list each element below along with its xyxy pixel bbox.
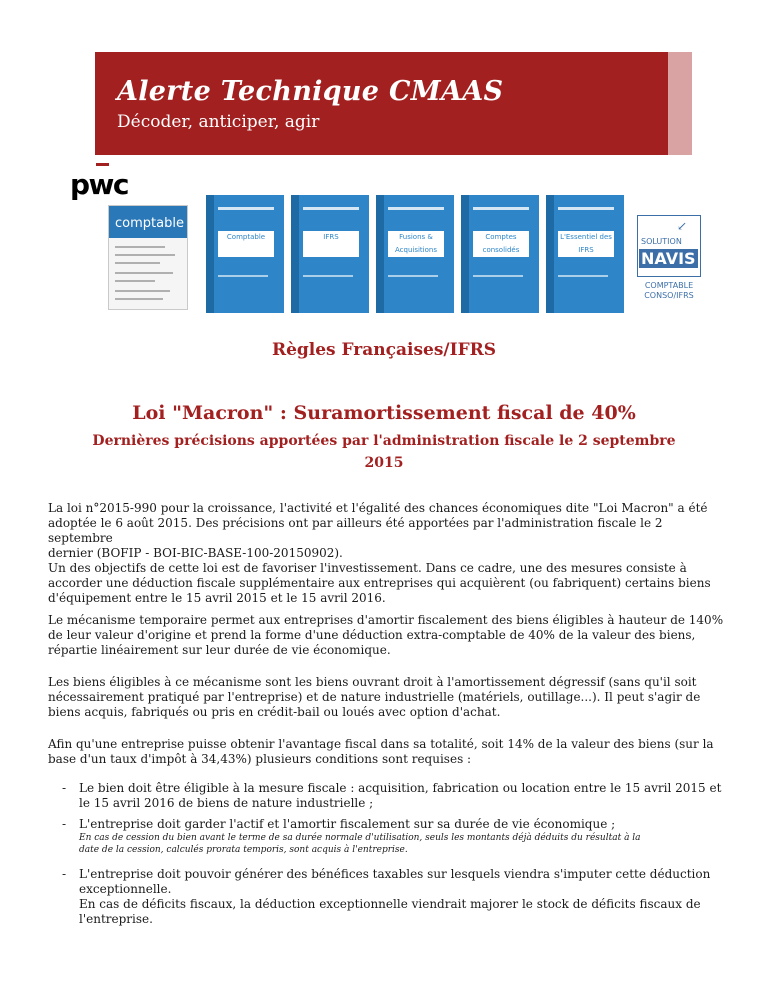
header-subtitle: Décoder, anticiper, agir (117, 112, 320, 132)
magazine-title: comptable (115, 216, 184, 231)
condition-keep-asset-note: En cas de cession du bien avant le terme de sa durée normale d'utilisation, seuls les montants déjà déduits du résultat à la date de la cession, calculés prorata temporis, sont acquis à l'entreprise. (79, 833, 641, 855)
paragraph-mechanism: Le mécanisme temporaire permet aux entreprises d'amortir fiscalement des biens éligibles à hauteur de 140% de leur valeur d'origine et prend la forme d'une déduction extra-comptable de 40% de la valeur des biens, répartie linéairement sur leur durée de vie économique. (48, 613, 724, 657)
condition-keep-asset: L'entreprise doit garder l'actif et l'amortir fiscalement sur sa durée de vie économique ; (79, 817, 616, 831)
section-title: Règles Françaises/IFRS (271, 340, 497, 360)
paragraph-eligible-goods: Les biens éligibles à ce mécanisme sont les biens ouvrant droit à l'amortissement dégressif (sans qu'il soit nécessairement pratiqué par l'entreprise) et de nature industrielle (matériels, outillage...). Il peut s'agir de biens acquis, fabriqués ou pris en crédit-bail ou loués avec option d'achat. (48, 675, 701, 719)
pwc-logo-accent (96, 163, 109, 166)
book-essentiel-ifrs: L'Essentiel des IFRS (546, 195, 624, 313)
article-subtitle: Dernières précisions apportées par l'administration fiscale le 2 septembre 2015 (92, 433, 676, 471)
navis-solution-logo: ↙ SOLUTION NAVIS COMPTABLE CONSO/IFRS (635, 207, 703, 312)
paragraph-conditions: Afin qu'une entreprise puisse obtenir l'avantage fiscal dans sa totalité, soit 14% de la valeur des biens (sur la base d'un taux d'impôt à 34,43%) plusieurs conditions sont requises : (48, 737, 714, 766)
pwc-logo: pwc (70, 168, 129, 201)
header-title: Alerte Technique CMAAS (117, 76, 504, 107)
header-banner-accent (668, 52, 692, 155)
publications-banner (108, 195, 708, 320)
bullet-marker: - (62, 867, 67, 881)
paragraph-intro: La loi n°2015-990 pour la croissance, l'activité et l'égalité des chances économiques dite "Loi Macron" a été adoptée le 6 août 2015. Des précisions ont par ailleurs été apportées par l'administration fiscale le 2 septembre dernier (BOFIP - BOI-BIC-BASE-100-20150902). Un des objectifs de cette loi est de favoriser l'investissement. Dans ce cadre, une des mesures consiste à accorder une déduction fiscale supplémentaire aux entreprises qui acquièrent (ou fabriquent) certains biens d'équipement entre le 15 avril 2015 et le 15 avril 2016. (48, 501, 711, 605)
condition-eligibility: Le bien doit être éligible à la mesure fiscale : acquisition, fabrication ou location entre le 15 avril 2015 et le 15 avril 2016 de biens de nature industrielle ; (79, 781, 722, 810)
arrow-icon: ↙ (677, 219, 688, 233)
bullet-marker: - (62, 817, 67, 831)
book-ifrs: IFRS (291, 195, 369, 313)
bullet-marker: - (62, 781, 67, 795)
book-fusions: Fusions & Acquisitions (376, 195, 454, 313)
condition-taxable-profits: L'entreprise doit pouvoir générer des bénéfices taxables sur lesquels viendra s'imputer cette déduction exceptionnelle. En cas de déficits fiscaux, la déduction exceptionnelle viendrait majorer le stock de déficits fiscaux de l'entreprise. (79, 867, 711, 926)
article-title: Loi "Macron" : Suramortissement fiscal de 40% (132, 402, 636, 424)
magazine-cover (108, 205, 188, 310)
book-comptable: Comptable (206, 195, 284, 313)
book-comptes-consolides: Comptes consolidés (461, 195, 539, 313)
